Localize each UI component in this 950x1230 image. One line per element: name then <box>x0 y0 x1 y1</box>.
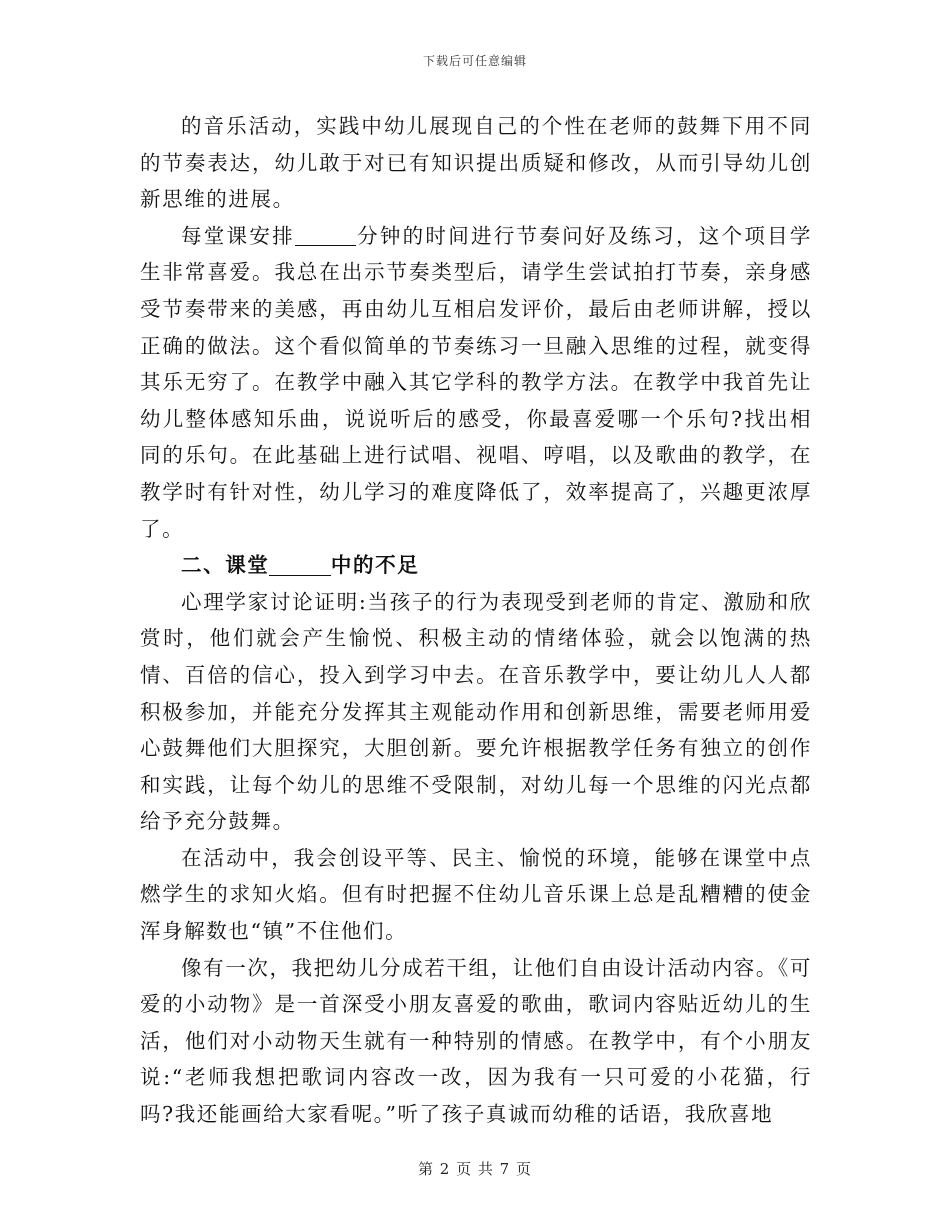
document-body <box>140 108 812 1133</box>
section-heading-start: 二、课堂 <box>181 553 270 578</box>
section-heading-2 <box>140 547 812 584</box>
paragraph-2-start: 每堂课安排 <box>181 223 295 248</box>
paragraph-1: 的音乐活动，实践中幼儿展现自己的个性在老师的鼓舞下用不同的节奏表达，幼儿敢于对已有知识提出质疑和修改，从而引导幼儿创新思维的进展。 <box>140 114 812 212</box>
paragraph-3: 心理学家讨论证明:当孩子的行为表现受到老师的肯定、激励和欣赏时，他们就会产生愉悦、积极主动的情绪体验，就会以饱满的热情、百倍的信心，投入到学习中去。在音乐教学中，要让幼儿人人都积极参加，并能充分发挥其主观能动作用和创新思维，需要老师用爱心鼓舞他们大胆探究，大胆创新。要允许根据教学任务有独立的创作和实践，让每个幼儿的思维不受限制，对幼儿每一个思维的闪光点都给予充分鼓舞。 <box>140 589 812 834</box>
paragraph-4: 在活动中，我会创设平等、民主、愉悦的环境，能够在课堂中点燃学生的求知火焰。但有时把握不住幼儿音乐课上总是乱糟糟的使金浑身解数也“镇”不住他们。 <box>140 845 812 944</box>
paragraph-5: 像有一次，我把幼儿分成若干组，让他们自由设计活动内容。《可爱的小动物》是一首深受小朋友喜爱的歌曲，歌词内容贴近幼儿的生活，他们对小动物天生就有一种特别的情感。在教学中，有个小朋友说:“老师我想把歌词内容改一改，因为我有一只可爱的小花猫，行吗?我还能画给大家看呢。”听了孩子真诚而幼稚的话语，我欣喜地 <box>140 955 812 1127</box>
page-footer: 第 2 页 共 7 页 <box>418 1160 532 1178</box>
heading-blank <box>269 554 331 576</box>
paragraph-2 <box>140 218 812 547</box>
fill-in-blank <box>295 225 357 247</box>
section-heading-end: 中的不足 <box>330 553 420 578</box>
page-header: 下载后可任意编辑 <box>422 54 527 68</box>
paragraph-2-rest: 分钟的时间进行节奏问好及练习，这个项目学生非常喜爱。我总在出示节奏类型后，请学生尝试拍打节奏，亲身感受节奏带来的美感，再由幼儿互相启发评价，最后由老师讲解，授以正确的做法。这个看似简单的节奏练习一旦融入思维的过程，就变得其乐无穷了。在教学中融入其它学科的教学方法。在教学中我首先让幼儿整体感知乐曲，说说听后的感受，你最喜爱哪一个乐句?找出相同的乐句。在此基础上进行试唱、视唱、哼唱，以及歌曲的教学，在教学时有针对性，幼儿学习的难度降低了，效率提高了，兴趣更浓厚了。 <box>140 223 813 541</box>
